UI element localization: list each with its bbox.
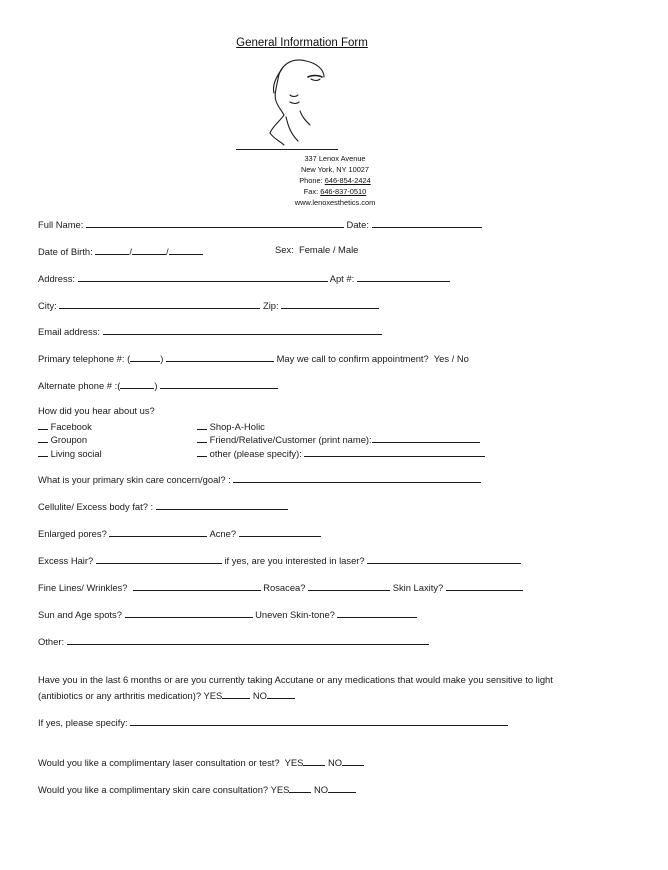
alt-area-code-field[interactable] (120, 378, 154, 389)
sun-spots-field[interactable] (125, 607, 253, 618)
other-field[interactable] (67, 634, 429, 645)
row-excess-hair: Excess Hair? if yes, are you interested in laser? (38, 553, 521, 567)
primary-area-code-field[interactable] (130, 351, 160, 362)
date-field[interactable] (372, 217, 482, 228)
address-street: 337 Lenox Avenue (304, 154, 366, 163)
full-name-field[interactable] (86, 217, 344, 228)
signature-line (236, 149, 338, 150)
accutane-no-field[interactable] (267, 688, 295, 699)
row-laser-consult: Would you like a complimentary laser consultation or test? YES NO (38, 755, 364, 769)
row-address: Address: Apt #: (38, 271, 450, 285)
option-friend[interactable]: Friend/Relative/Customer (print name): (197, 432, 480, 446)
zip-field[interactable] (281, 298, 379, 309)
clinic-address (280, 153, 390, 208)
hear-about-label: How did you hear about us? (38, 405, 155, 416)
address-city: New York, NY 10027 (300, 165, 370, 174)
acne-field[interactable] (239, 526, 321, 537)
specify-field[interactable] (130, 715, 508, 726)
row-cellulite: Cellulite/ Excess body fat? : (38, 499, 288, 513)
option-living-social[interactable]: Living social (38, 446, 102, 460)
face-logo-icon (262, 55, 332, 147)
dob-day-field[interactable] (132, 244, 166, 255)
accutane-yes-field[interactable] (222, 688, 250, 699)
friend-check[interactable] (197, 432, 207, 443)
alt-phone-field[interactable] (160, 378, 278, 389)
address-field[interactable] (78, 271, 328, 282)
skin-consult-yes-field[interactable] (289, 782, 311, 793)
form-title: General Information Form (236, 37, 368, 49)
other-source-field[interactable] (304, 446, 485, 457)
excess-hair-field[interactable] (96, 553, 222, 564)
shopaholic-check[interactable] (197, 419, 207, 430)
skin-laxity-field[interactable] (446, 580, 523, 591)
option-shopaholic[interactable]: Shop-A-Holic (197, 419, 265, 433)
laser-consult-no-field[interactable] (342, 755, 364, 766)
laser-consult-yes-field[interactable] (303, 755, 325, 766)
dob-year-field[interactable] (169, 244, 203, 255)
row-other: Other: (38, 634, 429, 648)
enlarged-pores-field[interactable] (109, 526, 207, 537)
address-fax: Fax: 646-837-0510 (303, 187, 367, 196)
option-other[interactable]: other (please specify): (197, 446, 485, 460)
primary-phone-field[interactable] (166, 351, 274, 362)
row-full-name: Full Name: Date: (38, 217, 482, 231)
row-accutane: (antibiotics or any arthritis medication)? YES NO (38, 688, 295, 702)
row-email: Email address: (38, 324, 382, 338)
option-facebook[interactable]: Facebook (38, 419, 92, 433)
email-field[interactable] (103, 324, 382, 335)
laser-interest-field[interactable] (367, 553, 521, 564)
skin-consult-no-field[interactable] (328, 782, 356, 793)
friend-name-field[interactable] (372, 432, 480, 443)
row-pores: Enlarged pores? Acne? (38, 526, 321, 540)
address-website: www.lenoxesthetics.com (294, 198, 376, 207)
row-alt-phone: Alternate phone # :( ) (38, 378, 278, 392)
city-field[interactable] (59, 298, 260, 309)
living-social-check[interactable] (38, 446, 48, 457)
row-sun-spots: Sun and Age spots? Uneven Skin-tone? (38, 607, 417, 621)
skin-concern-field[interactable] (233, 472, 481, 483)
apt-field[interactable] (357, 271, 450, 282)
address-phone: Phone: 646-854-2424 (299, 176, 371, 185)
sex-options[interactable]: Sex: Female / Male (275, 244, 359, 255)
row-dob: Date of Birth: / / (38, 244, 203, 258)
row-city: City: Zip: (38, 298, 379, 312)
cellulite-field[interactable] (156, 499, 288, 510)
row-skin-consult: Would you like a complimentary skin care consultation? YES NO (38, 782, 356, 796)
row-primary-phone: Primary telephone #: ( ) May we call to confirm appointment? Yes / No (38, 353, 469, 364)
fine-lines-field[interactable] (133, 580, 261, 591)
rosacea-field[interactable] (308, 580, 390, 591)
row-fine-lines: Fine Lines/ Wrinkles? Rosacea? Skin Laxity? (38, 580, 523, 594)
dob-month-field[interactable] (95, 244, 129, 255)
uneven-tone-field[interactable] (337, 607, 417, 618)
row-specify: If yes, please specify: (38, 715, 508, 729)
groupon-check[interactable] (38, 432, 48, 443)
option-groupon[interactable]: Groupon (38, 432, 87, 446)
accutane-question: Have you in the last 6 months or are you currently taking Accutane or any medications that would make you sensitive to light (38, 674, 553, 685)
row-skin-concern: What is your primary skin care concern/goal? : (38, 472, 481, 486)
other-check[interactable] (197, 446, 207, 457)
facebook-check[interactable] (38, 419, 48, 430)
